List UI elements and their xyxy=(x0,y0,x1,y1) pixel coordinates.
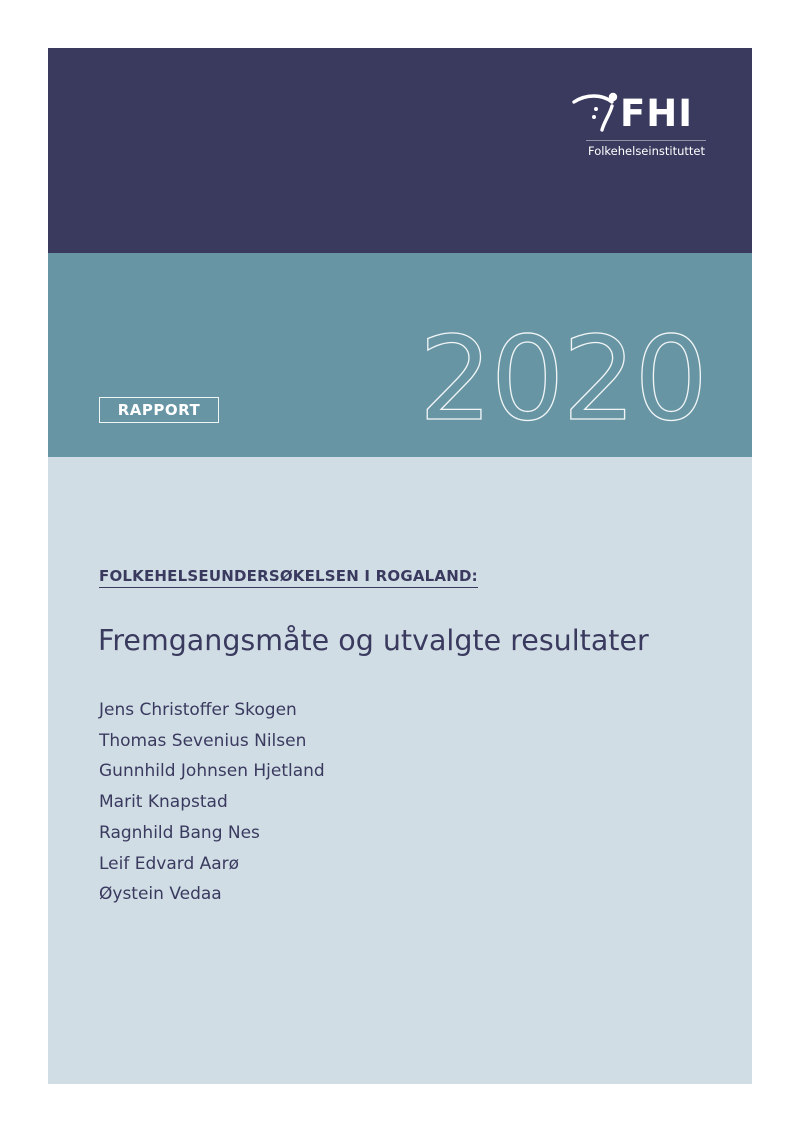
fhi-logo-letters: FHI xyxy=(620,92,694,135)
author-name: Marit Knapstad xyxy=(99,792,228,813)
fhi-logo xyxy=(572,90,712,160)
fhi-logo-subtitle: Folkehelseinstituttet xyxy=(588,144,705,158)
report-title: Fremgangsmåte og utvalgte resultater xyxy=(98,624,649,657)
author-name: Ragnhild Bang Nes xyxy=(99,822,260,843)
author-name: Jens Christoffer Skogen xyxy=(99,700,297,720)
logo-divider xyxy=(586,140,706,141)
author-name: Leif Edvard Aarø xyxy=(99,853,240,874)
author-list xyxy=(99,695,325,910)
author-name: Gunnhild Johnsen Hjetland xyxy=(99,761,325,782)
report-type-label: RAPPORT xyxy=(99,397,219,423)
author-name: Thomas Sevenius Nilsen xyxy=(99,730,307,751)
cover-top-band xyxy=(48,48,752,253)
report-year: 2020 xyxy=(418,312,706,447)
fhi-figure-icon xyxy=(572,90,622,136)
author-name: Øystein Vedaa xyxy=(99,884,222,905)
report-subtitle: FOLKEHELSEUNDERSØKELSEN I ROGALAND: xyxy=(99,566,478,588)
report-cover xyxy=(48,48,752,1084)
